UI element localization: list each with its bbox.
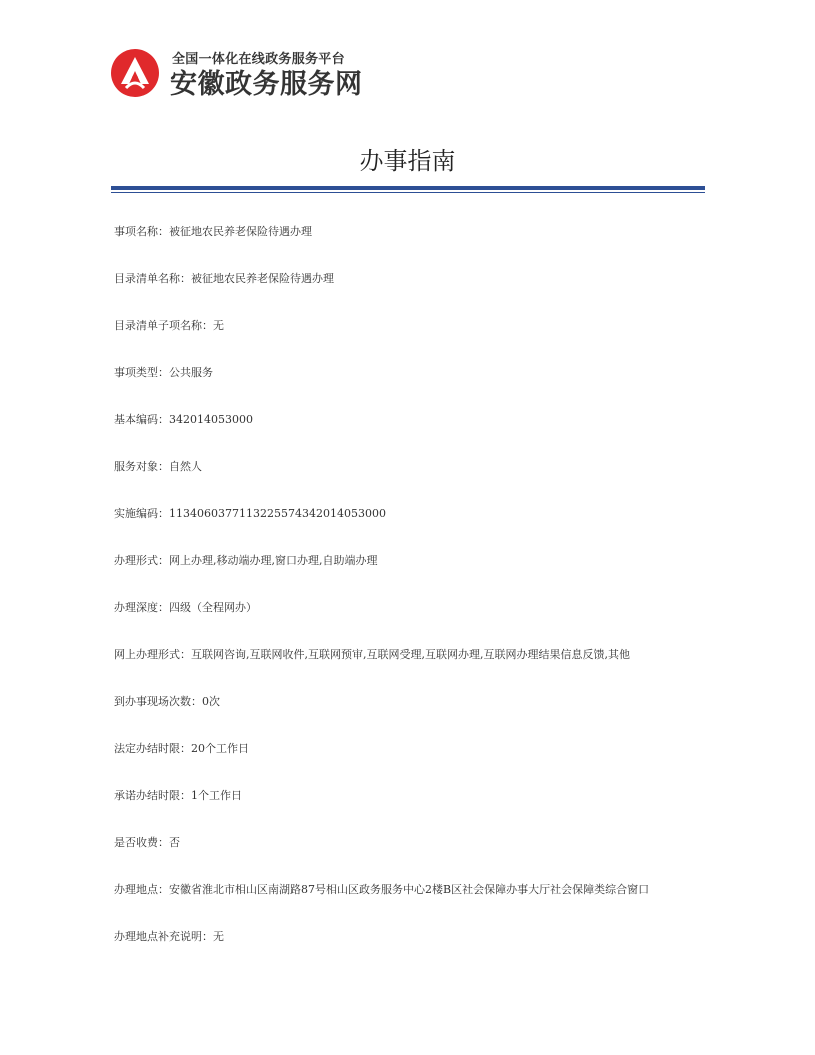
field-value: 0次 [202, 695, 220, 708]
page-title: 办事指南 [359, 147, 456, 175]
field-handling-depth [114, 596, 692, 619]
field-item-name [114, 220, 692, 243]
field-catalog-subitem [114, 314, 692, 337]
field-value: 否 [169, 836, 180, 849]
field-label: 目录清单名称： [114, 272, 191, 285]
field-value: 342014053000 [169, 413, 253, 426]
field-label: 基本编码： [114, 413, 169, 426]
field-item-type [114, 361, 692, 384]
field-label: 办理深度： [114, 601, 169, 614]
field-label: 到办事现场次数： [114, 695, 202, 708]
field-label: 目录清单子项名称： [114, 319, 213, 332]
field-service-target [114, 455, 692, 478]
field-label: 办理地点补充说明： [114, 930, 213, 943]
field-label: 服务对象： [114, 460, 169, 473]
field-basic-code [114, 408, 692, 431]
field-implementation-code [114, 502, 692, 525]
field-label: 办理地点： [114, 883, 169, 896]
field-value: 自然人 [169, 460, 202, 473]
field-online-form [114, 643, 692, 666]
guide-field-list [114, 220, 692, 972]
field-value: 无 [213, 930, 224, 943]
field-value: 20个工作日 [191, 742, 249, 755]
field-handling-form [114, 549, 692, 572]
title-divider-thick [111, 186, 705, 190]
field-catalog-name [114, 267, 692, 290]
field-value: 1个工作日 [191, 789, 242, 802]
field-value: 四级（全程网办） [169, 601, 257, 614]
field-value: 无 [213, 319, 224, 332]
field-label: 事项名称： [114, 225, 169, 238]
field-label: 是否收费： [114, 836, 169, 849]
field-legal-time-limit [114, 737, 692, 760]
field-label: 实施编码： [114, 507, 169, 520]
field-value: 公共服务 [169, 366, 213, 379]
field-location-note [114, 925, 692, 948]
field-promised-time-limit [114, 784, 692, 807]
field-value: 被征地农民养老保险待遇办理 [169, 225, 312, 238]
field-onsite-visits [114, 690, 692, 713]
field-fee [114, 831, 692, 854]
title-divider-thin [111, 192, 705, 193]
field-label: 承诺办结时限： [114, 789, 191, 802]
field-location [114, 878, 692, 901]
field-value: 网上办理,移动端办理,窗口办理,自助端办理 [169, 554, 378, 567]
field-value: 互联网咨询,互联网收件,互联网预审,互联网受理,互联网办理,互联网办理结果信息反馈,其他 [191, 648, 630, 661]
field-label: 办理形式： [114, 554, 169, 567]
field-value: 被征地农民养老保险待遇办理 [191, 272, 334, 285]
anhui-government-logo-icon [110, 48, 160, 98]
field-label: 网上办理形式： [114, 648, 191, 661]
field-value: 安徽省淮北市相山区南湖路87号相山区政务服务中心2楼B区社会保障办事大厅社会保障类综合窗口 [169, 883, 650, 896]
field-label: 事项类型： [114, 366, 169, 379]
field-value: 11340603771132255743420140530​00 [169, 507, 386, 520]
site-logo-title[interactable]: 安徽政务服务网 [170, 69, 363, 100]
site-header [110, 46, 410, 102]
field-label: 法定办结时限： [114, 742, 191, 755]
platform-subtitle: 全国一体化在线政务服务平台 [172, 52, 345, 67]
